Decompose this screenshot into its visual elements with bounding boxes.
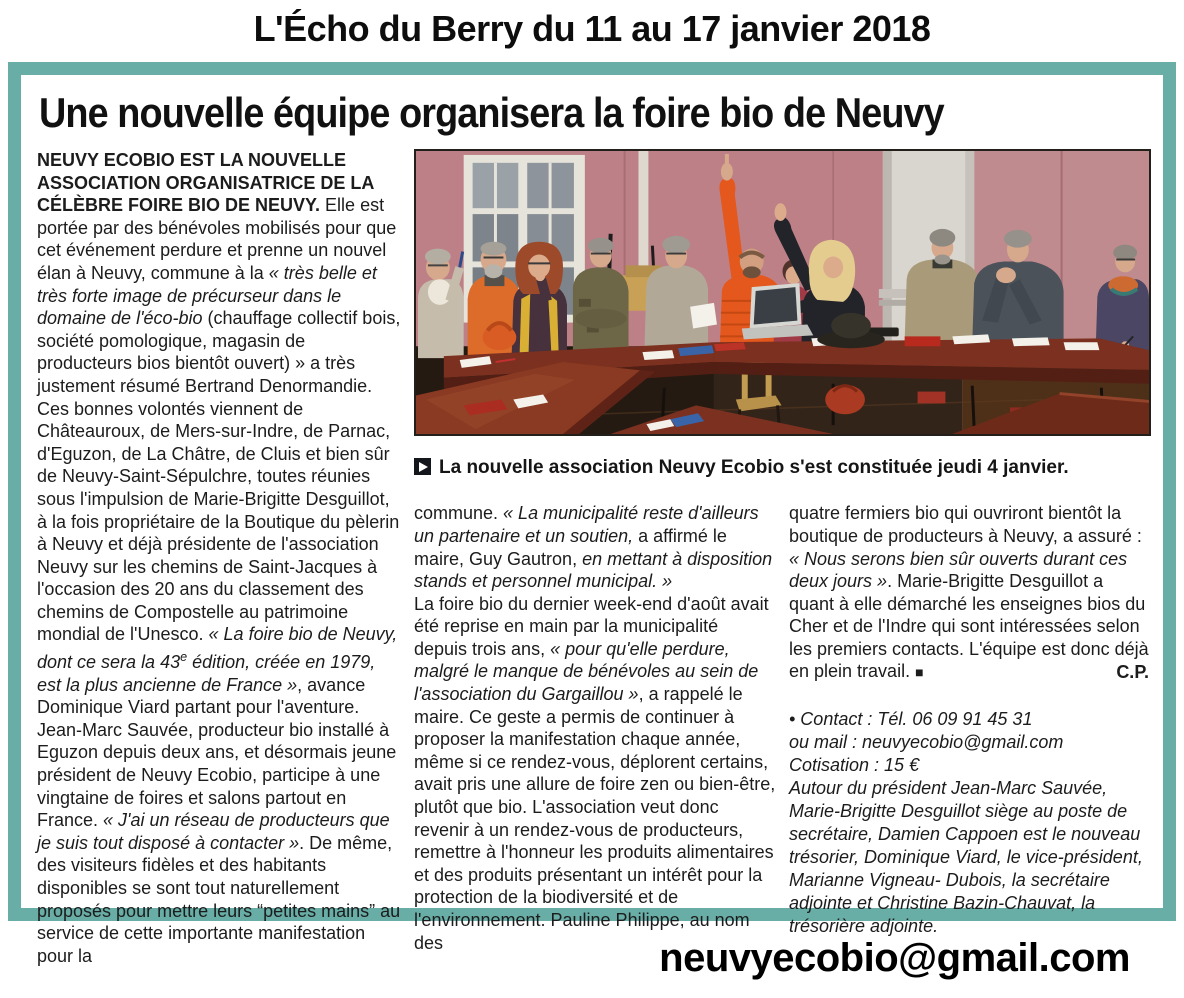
photo-caption-text: La nouvelle association Neuvy Ecobio s'est constituée jeudi 4 janvier.: [439, 457, 1069, 479]
article-frame: [8, 62, 1176, 966]
contact-board: Autour du président Jean-Marc Sauvée, Marie-Brigitte Desguillot siège au poste de secrétaire, Damien Cappoen est le nouveau trésorier, Dominique Viard, le vice-président, Marianne Vigneau- Dubois, la secrétaire adjointe et Christine Bazin-Chauvat, la trésorière adjointe.: [789, 778, 1143, 937]
article-column-2: commune. « La municipalité reste d'ailleurs un partenaire et un soutien, a affirmé le maire, Guy Gautron, en mettant à disposition stands et personnel municipal. » La foire bio du dernier week-end d'août avait été reprise en main par la municipalité depuis trois ans, « pour qu'elle perdure, malgré le manque de bénévoles au sein de l'association du Gargaillou », a rappelé le maire. Ce geste a permis de continuer à proposer la manifestation chaque année, même si ce rendez-vous, déplorent certains, avait pris une allure de foire zen ou bien-être, plutôt que bio. L'association veut donc revenir à un rendez-vous de producteurs, remettre à l'honneur les produits alimentaires et des produits présentant un intérêt pour la protection de la biodiversité et de l'environnement. Pauline Philippe, au nom des: [414, 503, 776, 953]
play-icon: [414, 458, 431, 475]
article-column-3-body: quatre fermiers bio qui ouvriront bientôt la boutique de producteurs à Neuvy, a assuré : « Nous serons bien sûr ouverts durant ces deux jours ». Marie-Brigitte Desguillot a quant à elle démarché les enseignes bios du Cher et de l'Indre qui sont intéressées selon les premiers contacts. L'équipe est donc déjà en plein travail. ■ C.P.: [789, 503, 1149, 683]
footer-email: neuvyecobio@gmail.com: [659, 936, 1130, 980]
article-column-1: NEUVY ECOBIO EST LA NOUVELLE ASSOCIATION ORGANISATRICE DE LA CÉLÈBRE FOIRE BIO DE NEUVY. Elle est portée par des bénévoles mobilisés pour que cet événement perdure et prenne un nouvel élan à Neuvy, commune à la « très belle et très forte image de précurseur dans le domaine de l'éco-bio (chauffage collectif bois, société pomologique, magasin de producteurs bios bientôt ouvert) » a très justement résumé Bertrand Denormandie. Ces bonnes volontés viennent de Châteauroux, de Mers-sur-Indre, de Parnac, d'Eguzon, de La Châtre, de Cluis et bien sûr de Neuvy-Saint-Sépulchre, toutes réunies sous l'impulsion de Marie-Brigitte Desguillot, à la fois propriétaire de la Boutique du pèlerin à Neuvy et déjà présidente de l'association Neuvy sur les chemins de Saint-Jacques à l'occasion des 20 ans du classement des chemins de Compostelle au patrimoine mondial de l'Unesco. « La foire bio de Neuvy, dont ce sera la 43e édition, créée en 1979, est la plus ancienne de France », avance Dominique Viard partant pour l'aventure. Jean-Marc Sauvée, producteur bio installé à Eguzon depuis deux ans, et désormais jeune président de Neuvy Ecobio, participe à une vingtaine de foires et salons partout en France. « J'ai un réseau de producteurs que je suis tout disposé à contacter ». De même, des visiteurs fidèles et des habitants disponibles se sont tout naturellement proposés pour mettre leurs “petites mains” au service de cette importante manifestation pour la: [37, 150, 401, 966]
author-initials: C.P.: [1116, 662, 1149, 683]
meeting-photo: [416, 151, 1149, 434]
contact-block: [789, 708, 1151, 938]
article-content: [37, 149, 1147, 967]
contact-fee: Cotisation : 15 €: [789, 755, 920, 776]
contact-phone: • Contact : Tél. 06 09 91 45 31: [789, 709, 1033, 730]
article-headline: Une nouvelle équipe organisera la foire bio de Neuvy: [39, 89, 944, 136]
contact-mail: ou mail : neuvyecobio@gmail.com: [789, 732, 1064, 753]
article-column-3: [789, 502, 1151, 938]
masthead-title: L'Écho du Berry du 11 au 17 janvier 2018: [253, 8, 931, 49]
photo-caption: [414, 449, 1151, 489]
article-photo: [414, 149, 1151, 436]
